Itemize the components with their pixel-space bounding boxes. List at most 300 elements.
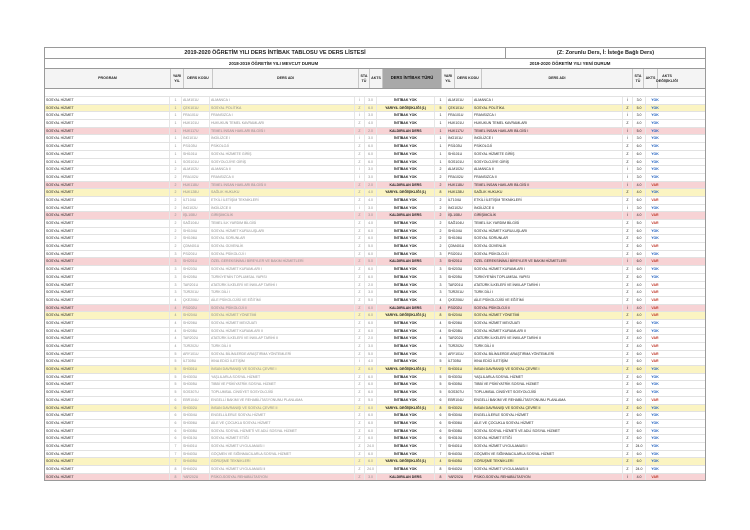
code-new-cell: İNG101U bbox=[447, 135, 473, 142]
name-cell: SOSYAL BİLİMLERDE ARAŞTIRMA YÖNTEMLERİ bbox=[210, 351, 355, 358]
akts-change-cell: VAR bbox=[651, 213, 659, 218]
akts-new-cell: 6.0 bbox=[633, 243, 646, 250]
year-cell: 4 bbox=[170, 305, 182, 312]
year-new-cell: 2 bbox=[435, 228, 447, 235]
table-row bbox=[45, 242, 705, 250]
intibak-type-cell: İNTİBAK YOK bbox=[377, 151, 435, 158]
name-new-cell: İNSAN DAVRANIŞI VE SOSYAL ÇEVRE I bbox=[473, 366, 623, 373]
code-cell: YAR202U bbox=[182, 474, 210, 481]
table-row bbox=[45, 311, 705, 319]
status-cell: Z bbox=[355, 128, 365, 135]
intibak-type-cell: İNTİBAK YOK bbox=[377, 112, 435, 119]
status-cell: Z bbox=[355, 297, 365, 304]
akts-cell: 6.0 bbox=[365, 405, 377, 412]
akts-cell: 3.0 bbox=[365, 112, 377, 119]
year-new-cell: 2 bbox=[435, 243, 447, 250]
akts-change-cell: VAR bbox=[651, 344, 659, 348]
name-cell: ENGELLİLERLE SOSYAL HİZMET bbox=[210, 412, 355, 419]
year-new-cell: 1 bbox=[435, 97, 447, 104]
intibak-type-cell: YARIYIL DEĞİŞİKLİĞİ (1) bbox=[377, 189, 435, 196]
status-cell: İ bbox=[355, 358, 365, 365]
program-cell: SOSYAL HİZMET bbox=[45, 251, 170, 258]
status-cell: Z bbox=[355, 212, 365, 219]
year-cell: 6 bbox=[170, 435, 182, 442]
year-new-cell: 1 bbox=[435, 128, 447, 135]
year-new-cell: 5 bbox=[435, 374, 447, 381]
akts-cell: 6.0 bbox=[365, 381, 377, 388]
code-cell: SHİ405U bbox=[182, 458, 210, 465]
year-new-cell: 8 bbox=[435, 189, 447, 196]
status-new-cell: İ bbox=[623, 305, 633, 312]
year-cell: 6 bbox=[170, 428, 182, 435]
akts-new-cell: 6.0 bbox=[633, 435, 646, 442]
table-row bbox=[45, 257, 705, 265]
program-cell: SOSYAL HİZMET bbox=[45, 374, 170, 381]
akts-cell: 6.0 bbox=[365, 105, 377, 112]
program-cell: SOSYAL HİZMET bbox=[45, 435, 170, 442]
name-new-cell: TEMEL İNSAN HAKLARI BİLGİSİ II bbox=[473, 182, 623, 189]
table-row bbox=[45, 304, 705, 312]
name-cell: SOSYAL HİZMET UYGULAMASI I bbox=[210, 443, 355, 450]
year-new-cell: 2 bbox=[435, 174, 447, 181]
name-cell: İNSAN DAVRANIŞI VE SOSYAL ÇEVRE I bbox=[210, 366, 355, 373]
akts-cell: 5.0 bbox=[365, 243, 377, 250]
code-cell: SHİ401U bbox=[182, 443, 210, 450]
intibak-type-cell: İNTİBAK YOK bbox=[377, 97, 435, 104]
akts-cell: 6.0 bbox=[365, 451, 377, 458]
intibak-type-cell: İNTİBAK YOK bbox=[377, 466, 435, 473]
intibak-type-cell: İNTİBAK YOK bbox=[377, 266, 435, 273]
status-cell: Z bbox=[355, 466, 365, 473]
name-cell: SOSYAL GÜVENLİK bbox=[210, 243, 355, 250]
akts-change-cell: YOK bbox=[651, 413, 659, 418]
table-row bbox=[45, 173, 705, 181]
status-new-cell: Z bbox=[623, 220, 633, 227]
name-cell: YAŞLILARLA SOSYAL HİZMET bbox=[210, 374, 355, 381]
name-new-cell: AİLE VE ÇOCUKLA SOSYAL HİZMET bbox=[473, 420, 623, 427]
year-cell: 5 bbox=[170, 366, 182, 373]
akts-change-cell: YOK bbox=[651, 467, 659, 471]
name-new-cell: TEMEL İLK YARDIM BİLGİSİ bbox=[473, 220, 623, 227]
table-row bbox=[45, 196, 705, 204]
intibak-type-cell: İNTİBAK YOK bbox=[377, 435, 435, 442]
intibak-type-cell: İNTİBAK YOK bbox=[377, 205, 435, 212]
table-row bbox=[45, 434, 705, 442]
akts-cell: 3.0 bbox=[365, 97, 377, 104]
program-cell: SOSYAL HİZMET bbox=[45, 412, 170, 419]
name-cell: PSİKO-SOSYAL REHABİLİTASYON bbox=[210, 474, 355, 481]
status-cell: İ bbox=[355, 205, 365, 212]
code-cell: TÜR201U bbox=[182, 289, 210, 296]
year-new-cell: 6 bbox=[435, 435, 447, 442]
program-cell: SOSYAL HİZMET bbox=[45, 428, 170, 435]
code-new-cell: HUK118U bbox=[447, 182, 473, 189]
code-cell: SOS307U bbox=[182, 389, 210, 396]
akts-cell: 5.0 bbox=[365, 297, 377, 304]
table-row bbox=[45, 265, 705, 273]
name-new-cell: SOSYAL SORUNLAR bbox=[473, 235, 623, 242]
table-row bbox=[45, 127, 705, 135]
name-new-cell: PSİKOLOJİ bbox=[473, 143, 623, 150]
program-cell: SOSYAL HİZMET bbox=[45, 128, 170, 135]
akts-new-cell: 6.0 bbox=[633, 266, 646, 273]
code-cell: PSİ201U bbox=[182, 251, 210, 258]
intibak-type-cell: İNTİBAK YOK bbox=[377, 166, 435, 173]
table-row bbox=[45, 288, 705, 296]
akts-new-cell: 6.0 bbox=[633, 274, 646, 281]
status-cell: Z bbox=[355, 351, 365, 358]
code-cell: PSİ103U bbox=[182, 143, 210, 150]
status-cell: Z bbox=[355, 120, 365, 127]
name-new-cell: SOSYAL HİZMET YÖNETİMİ bbox=[473, 312, 623, 319]
name-new-cell: FRANSIZCA I bbox=[473, 112, 623, 119]
code-cell: ÇEK101U bbox=[182, 105, 210, 112]
name-new-cell: ENGELLİLERLE SOSYAL HİZMET bbox=[473, 412, 623, 419]
name-cell: AİLE VE ÇOCUKLA SOSYAL HİZMET bbox=[210, 420, 355, 427]
name-new-cell: AİLE PSİKOLOJİSİ VE EĞİTİMİ bbox=[473, 297, 623, 304]
year-cell: 2 bbox=[170, 166, 182, 173]
name-cell: SOSYAL SOSYAL HİZMETİ VE ADLİ SOSYAL HİZMET bbox=[210, 428, 355, 435]
status-new-cell: Z bbox=[623, 120, 633, 127]
code-cell: FRA102U bbox=[182, 174, 210, 181]
intibak-type-cell: İNTİBAK YOK bbox=[377, 397, 435, 404]
akts-change-cell: YOK bbox=[651, 382, 659, 387]
program-cell: SOSYAL HİZMET bbox=[45, 366, 170, 373]
year-cell: 1 bbox=[170, 97, 182, 104]
name-new-cell: TEMEL İNSAN HAKLARI BİLGİSİ I bbox=[473, 128, 623, 135]
code-cell: SHİ303U bbox=[182, 374, 210, 381]
year-new-cell: 5 bbox=[435, 381, 447, 388]
program-cell: SOSYAL HİZMET bbox=[45, 351, 170, 358]
year-new-cell: 3 bbox=[435, 251, 447, 258]
intibak-type-cell: İNTİBAK YOK bbox=[377, 289, 435, 296]
status-new-cell: Z bbox=[623, 235, 633, 242]
year-cell: 5 bbox=[170, 389, 182, 396]
status-new-cell: Z bbox=[623, 458, 633, 465]
akts-new-cell: 24.0 bbox=[633, 443, 646, 450]
code-new-cell: SHİ402U bbox=[447, 466, 473, 473]
year-cell: 6 bbox=[170, 405, 182, 412]
status-cell: İ bbox=[355, 135, 365, 142]
akts-new-cell: 6.0 bbox=[633, 197, 646, 204]
code-cell: İLT104U bbox=[182, 197, 210, 204]
code-new-cell: PSİ103U bbox=[447, 143, 473, 150]
table-row bbox=[45, 158, 705, 166]
status-cell: Z bbox=[355, 143, 365, 150]
program-cell: SOSYAL HİZMET bbox=[45, 405, 170, 412]
table-row bbox=[45, 465, 705, 473]
year-new-cell: 4 bbox=[435, 328, 447, 335]
akts-change-cell: VAR bbox=[651, 197, 659, 202]
status-new-cell: Z bbox=[623, 428, 633, 435]
year-cell: 2 bbox=[170, 235, 182, 242]
status-cell: Z bbox=[355, 189, 365, 196]
program-cell: SOSYAL HİZMET bbox=[45, 166, 170, 173]
code-new-cell: SHİ104U bbox=[447, 228, 473, 235]
akts-cell: 6.0 bbox=[365, 159, 377, 166]
year-new-cell: 6 bbox=[435, 397, 447, 404]
akts-change-cell: YOK bbox=[651, 451, 659, 456]
status-cell: Z bbox=[355, 266, 365, 273]
year-new-cell: 4 bbox=[435, 305, 447, 312]
akts-new-cell: 6.0 bbox=[633, 412, 646, 419]
year-cell: 1 bbox=[170, 159, 182, 166]
name-new-cell: TÜRK DİLİ II bbox=[473, 343, 623, 350]
akts-cell: 6.0 bbox=[365, 274, 377, 281]
intibak-type-cell: İNTİBAK YOK bbox=[377, 274, 435, 281]
code-new-cell: SHİ304U bbox=[447, 412, 473, 419]
akts-cell: 3.0 bbox=[365, 135, 377, 142]
program-cell: SOSYAL HİZMET bbox=[45, 97, 170, 104]
name-new-cell: ETKİLİ İLETİŞİM TEKNİKLERİ bbox=[473, 197, 623, 204]
status-new-cell: Z bbox=[623, 343, 633, 350]
year-cell: 4 bbox=[170, 312, 182, 319]
akts-new-cell: 5.0 bbox=[633, 220, 646, 227]
year-cell: 3 bbox=[170, 258, 182, 265]
akts-new-cell: 4.0 bbox=[633, 189, 646, 196]
year-cell: 4 bbox=[170, 328, 182, 335]
akts-cell: 6.0 bbox=[365, 305, 377, 312]
akts-change-cell: VAR bbox=[651, 297, 659, 302]
akts-change-cell: YOK bbox=[651, 320, 659, 325]
code-cell: SHİ305U bbox=[182, 381, 210, 388]
code-new-cell: HUK101U bbox=[447, 120, 473, 127]
table-row bbox=[45, 419, 705, 427]
status-cell: Z bbox=[355, 289, 365, 296]
intibak-type-cell: İNTİBAK YOK bbox=[377, 335, 435, 342]
year-cell: 6 bbox=[170, 397, 182, 404]
code-cell: SHİ302U bbox=[182, 405, 210, 412]
akts-change-cell: YOK bbox=[651, 174, 659, 179]
akts-new-cell: 6.0 bbox=[633, 159, 646, 166]
akts-change-cell: VAR bbox=[651, 290, 659, 295]
status-new-cell: Z bbox=[623, 159, 633, 166]
akts-change-cell: VAR bbox=[651, 351, 659, 356]
program-cell: SOSYAL HİZMET bbox=[45, 143, 170, 150]
akts-cell: 3.0 bbox=[365, 289, 377, 296]
akts-change-cell: YOK bbox=[651, 267, 659, 272]
akts-change-cell: VAR bbox=[651, 313, 659, 318]
program-cell: SOSYAL HİZMET bbox=[45, 112, 170, 119]
status-cell: Z bbox=[355, 328, 365, 335]
year-new-cell: 2 bbox=[435, 235, 447, 242]
table-row bbox=[45, 365, 705, 373]
akts-cell: 6.0 bbox=[365, 228, 377, 235]
table-row bbox=[45, 427, 705, 435]
status-cell: Z bbox=[355, 420, 365, 427]
year-new-cell: 5 bbox=[435, 358, 447, 365]
code-new-cell: TAR201U bbox=[447, 282, 473, 289]
year-new-cell: 1 bbox=[435, 135, 447, 142]
intibak-type-cell: YARIYIL DEĞİŞİKLİĞİ (1) bbox=[377, 405, 435, 412]
name-new-cell: ÖZEL GEREKSİNİMLİ BİREYLER VE BAKIM HİZMETLERİ bbox=[473, 258, 623, 265]
year-cell: 4 bbox=[170, 343, 182, 350]
header-year-new: YARI YIL bbox=[442, 69, 455, 88]
akts-cell: 2.0 bbox=[365, 335, 377, 342]
program-cell: SOSYAL HİZMET bbox=[45, 389, 170, 396]
code-new-cell: SHİ305U bbox=[447, 381, 473, 388]
year-cell: 8 bbox=[170, 474, 182, 481]
year-new-cell: 6 bbox=[435, 412, 447, 419]
header-year: YARI YIL bbox=[171, 69, 184, 88]
year-cell: 2 bbox=[170, 182, 182, 189]
status-new-cell: Z bbox=[623, 443, 633, 450]
status-new-cell: Z bbox=[623, 405, 633, 412]
header-status: STA TÜ bbox=[359, 69, 370, 88]
akts-new-cell: 4.0 bbox=[633, 335, 646, 342]
status-new-cell: Z bbox=[623, 451, 633, 458]
akts-new-cell: 6.0 bbox=[633, 235, 646, 242]
year-new-cell: 3 bbox=[435, 258, 447, 265]
akts-cell: 6.0 bbox=[365, 266, 377, 273]
akts-new-cell: 3.0 bbox=[633, 112, 646, 119]
code-cell: SHİ203U bbox=[182, 266, 210, 273]
name-cell: TEMEL İLK YARDIM BİLGİSİ bbox=[210, 220, 355, 227]
year-cell: 8 bbox=[170, 466, 182, 473]
program-cell: SOSYAL HİZMET bbox=[45, 381, 170, 388]
status-cell: Z bbox=[355, 274, 365, 281]
akts-new-cell: 4.0 bbox=[633, 312, 646, 319]
akts-cell: 6.0 bbox=[365, 458, 377, 465]
status-new-cell: Z bbox=[623, 320, 633, 327]
year-new-cell: 5 bbox=[435, 389, 447, 396]
name-cell: SAĞLIK HUKUKU bbox=[210, 189, 355, 196]
status-new-cell: Z bbox=[623, 266, 633, 273]
akts-new-cell: 4.0 bbox=[633, 305, 646, 312]
program-cell: SOSYAL HİZMET bbox=[45, 151, 170, 158]
name-cell: İNGİLİZCE I bbox=[210, 135, 355, 142]
year-cell: 5 bbox=[170, 374, 182, 381]
table-row bbox=[45, 281, 705, 289]
year-cell: 3 bbox=[170, 289, 182, 296]
code-new-cell: FRA101U bbox=[447, 112, 473, 119]
name-cell: SOSYAL HİZMET KURAMLARI II bbox=[210, 328, 355, 335]
akts-cell: 2.0 bbox=[365, 182, 377, 189]
status-new-cell: Z bbox=[623, 435, 633, 442]
code-new-cell: ALM102U bbox=[447, 166, 473, 173]
year-new-cell: 7 bbox=[435, 451, 447, 458]
year-new-cell: 2 bbox=[435, 182, 447, 189]
akts-cell: 6.0 bbox=[365, 143, 377, 150]
year-cell: 1 bbox=[170, 135, 182, 142]
table-row bbox=[45, 227, 705, 235]
intibak-type-cell: İNTİBAK YOK bbox=[377, 343, 435, 350]
akts-change-cell: YOK bbox=[651, 205, 659, 210]
code-cell: SHİ308U bbox=[182, 428, 210, 435]
akts-new-cell: 6.0 bbox=[633, 405, 646, 412]
akts-cell: 6.0 bbox=[365, 366, 377, 373]
status-new-cell: Z bbox=[623, 397, 633, 404]
code-cell: TAR201U bbox=[182, 282, 210, 289]
intibak-type-cell: KALDIRILAN DERS bbox=[377, 212, 435, 219]
akts-change-cell: VAR bbox=[651, 305, 659, 310]
name-new-cell: SOSYAL HİZMET KURULUŞLARI bbox=[473, 228, 623, 235]
akts-cell: 3.0 bbox=[365, 174, 377, 181]
intibak-type-cell: YARIYIL DEĞİŞİKLİĞİ (1) bbox=[377, 312, 435, 319]
status-new-cell: Z bbox=[623, 189, 633, 196]
intibak-type-cell: İNTİBAK YOK bbox=[377, 389, 435, 396]
year-new-cell: 4 bbox=[435, 320, 447, 327]
program-cell: SOSYAL HİZMET bbox=[45, 443, 170, 450]
year-cell: 1 bbox=[170, 120, 182, 127]
code-cell: SHİ101U bbox=[182, 151, 210, 158]
name-cell: TOPLUMSAL CİNSİYET SOSYOLOJİSİ bbox=[210, 389, 355, 396]
year-new-cell: 1 bbox=[435, 159, 447, 166]
name-cell: SOSYAL PSİKOLOJİ I bbox=[210, 251, 355, 258]
year-new-cell: 1 bbox=[435, 151, 447, 158]
year-new-cell: 1 bbox=[435, 120, 447, 127]
year-new-cell: 8 bbox=[435, 474, 447, 481]
name-new-cell: TIBBİ VE PSİKİYATRİK SOSYAL HİZMET bbox=[473, 381, 623, 388]
status-cell: Z bbox=[355, 243, 365, 250]
name-cell: İKNA EDİCİ İLETİŞİM bbox=[210, 358, 355, 365]
status-cell: Z bbox=[355, 443, 365, 450]
table-row bbox=[45, 411, 705, 419]
status-cell: Z bbox=[355, 412, 365, 419]
table-row bbox=[45, 357, 705, 365]
name-cell: ETKİLİ İLETİŞİM TEKNİKLERİ bbox=[210, 197, 355, 204]
akts-change-cell: YOK bbox=[651, 144, 659, 149]
year-cell: 7 bbox=[170, 451, 182, 458]
akts-new-cell: 6.0 bbox=[633, 428, 646, 435]
code-cell: PSİ202U bbox=[182, 305, 210, 312]
program-cell: SOSYAL HİZMET bbox=[45, 466, 170, 473]
status-cell: Z bbox=[355, 320, 365, 327]
table-row bbox=[45, 442, 705, 450]
intibak-type-cell: KALDIRILAN DERS bbox=[377, 305, 435, 312]
header-status-new: STA TÜ bbox=[633, 69, 644, 88]
name-cell: SOSYAL HİZMET MEVZUATI bbox=[210, 320, 355, 327]
name-cell: SOSYAL PSİKOLOJİ II bbox=[210, 305, 355, 312]
name-new-cell: SOSYAL PSİKOLOJİ II bbox=[473, 305, 623, 312]
status-new-cell: Z bbox=[623, 274, 633, 281]
name-new-cell: İKNA EDİCİ İLETİŞİM bbox=[473, 358, 623, 365]
code-cell: FRA101U bbox=[182, 112, 210, 119]
year-new-cell: 4 bbox=[435, 343, 447, 350]
name-cell: TEMEL İNSAN HAKLARI BİLGİSİ I bbox=[210, 128, 355, 135]
name-cell: SOSYAL HİZMET KURAMLARI I bbox=[210, 266, 355, 273]
code-cell: ÇDM401U bbox=[182, 243, 210, 250]
program-cell: SOSYAL HİZMET bbox=[45, 159, 170, 166]
akts-change-cell: YOK bbox=[651, 428, 659, 433]
akts-change-cell: YOK bbox=[651, 443, 659, 448]
akts-cell: 6.0 bbox=[365, 328, 377, 335]
name-cell: ALMANCA II bbox=[210, 166, 355, 173]
name-new-cell: HUKUKUN TEMEL KAVRAMLARI bbox=[473, 120, 623, 127]
code-cell: ALM101U bbox=[182, 97, 210, 104]
program-cell: SOSYAL HİZMET bbox=[45, 197, 170, 204]
akts-change-cell: YOK bbox=[651, 121, 659, 126]
status-new-cell: İ bbox=[623, 205, 633, 212]
code-new-cell: SHİ101U bbox=[447, 151, 473, 158]
akts-change-cell: YOK bbox=[651, 436, 659, 441]
year-new-cell: 6 bbox=[435, 420, 447, 427]
intibak-type-cell: İNTİBAK YOK bbox=[377, 228, 435, 235]
intibak-type-cell: İNTİBAK YOK bbox=[377, 243, 435, 250]
program-cell: SOSYAL HİZMET bbox=[45, 243, 170, 250]
name-new-cell: SOSYAL HİZMET MEVZUATI bbox=[473, 320, 623, 327]
status-new-cell: Z bbox=[623, 466, 633, 473]
name-cell: GİRİŞİMCİLİK bbox=[210, 212, 355, 219]
status-cell: Z bbox=[355, 151, 365, 158]
year-cell: 1 bbox=[170, 112, 182, 119]
name-cell: TIBBİ VE PSİKİYATRİK SOSYAL HİZMET bbox=[210, 381, 355, 388]
akts-new-cell: 4.0 bbox=[633, 282, 646, 289]
status-new-cell: Z bbox=[623, 374, 633, 381]
code-new-cell: SHİ302U bbox=[447, 405, 473, 412]
akts-new-cell: 6.0 bbox=[633, 397, 646, 404]
program-cell: SOSYAL HİZMET bbox=[45, 205, 170, 212]
